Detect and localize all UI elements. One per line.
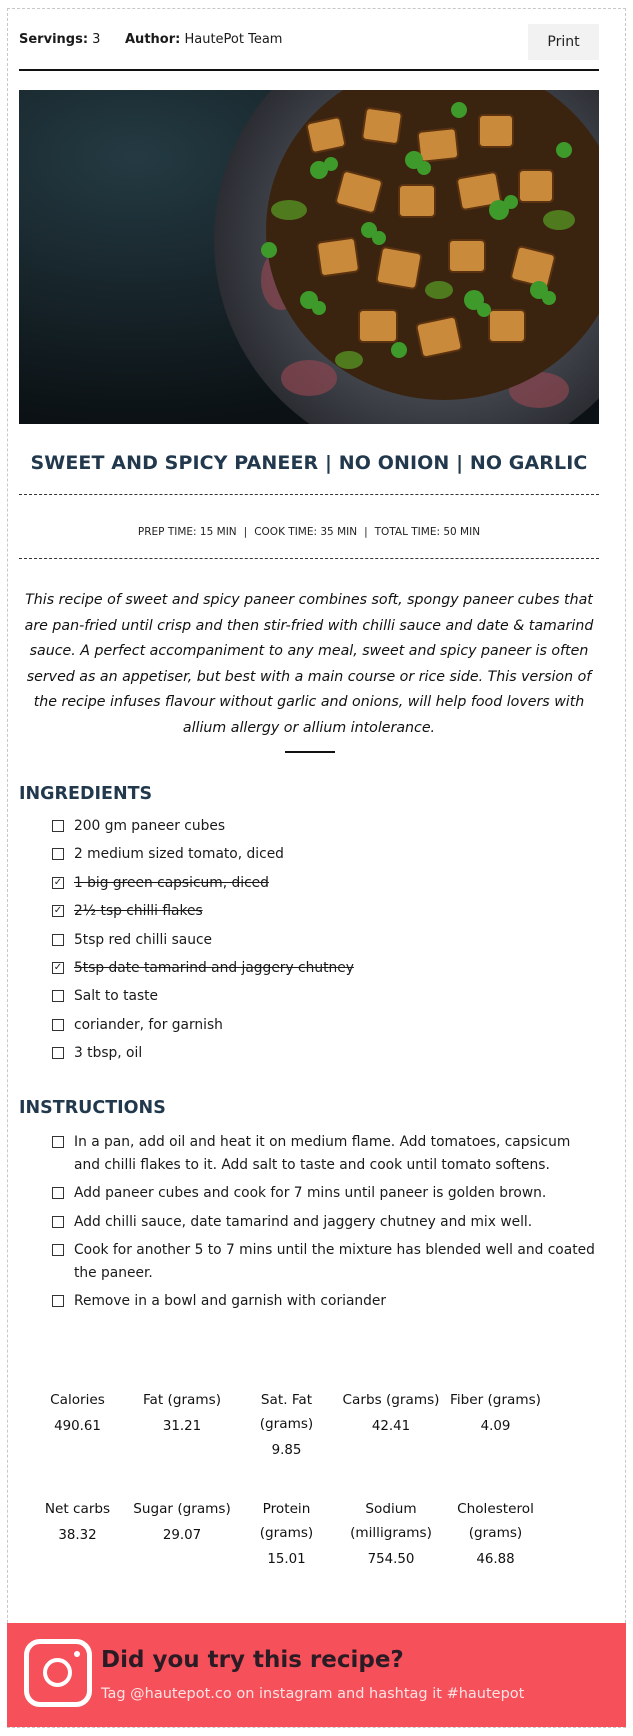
instruction-text: In a pan, add oil and heat it on medium flame. Add tomatoes, capsicum and chilli flakes to it. Add salt to taste and cook until tomato softens. xyxy=(74,1134,571,1173)
ingredient-checkbox[interactable] xyxy=(52,1019,64,1031)
ingredient-item[interactable] xyxy=(52,958,600,986)
time-separator: | xyxy=(364,526,368,538)
nutrition-item xyxy=(334,1388,449,1436)
total-time: TOTAL TIME: 50 MIN xyxy=(374,526,481,538)
nutrition-value: 42.41 xyxy=(371,1419,411,1434)
instruction-step[interactable] xyxy=(52,1211,600,1234)
prep-time: PREP TIME: 15 MIN xyxy=(137,526,237,538)
ingredient-checkbox[interactable]: ✓ xyxy=(53,961,63,973)
ingredient-checkbox[interactable] xyxy=(52,1047,64,1059)
ingredient-text: 5tsp red chilli sauce xyxy=(74,931,213,948)
ingredient-item[interactable] xyxy=(52,844,600,872)
ingredient-item[interactable] xyxy=(52,873,600,901)
header-divider xyxy=(19,69,599,71)
nutrition-value: 31.21 xyxy=(162,1419,202,1434)
recipe-times xyxy=(19,526,599,538)
servings-label: Servings: xyxy=(19,32,89,47)
ingredient-text: 1 big green capsicum, diced xyxy=(74,874,269,891)
servings xyxy=(19,32,100,47)
instruction-checkbox[interactable] xyxy=(52,1187,64,1199)
ingredient-checkbox[interactable] xyxy=(52,848,64,860)
instagram-icon[interactable] xyxy=(24,1639,92,1707)
recipe-meta-row xyxy=(19,24,599,64)
nutrition-value: 15.01 xyxy=(267,1552,306,1567)
nutrition-value: 9.85 xyxy=(271,1443,302,1458)
nutrition-item xyxy=(334,1497,449,1569)
nutrition-label: Sat. Fat (grams) xyxy=(259,1392,314,1432)
servings-value: 3 xyxy=(92,32,101,47)
ingredients-list xyxy=(52,816,600,1072)
instagram-banner xyxy=(7,1623,626,1727)
ingredient-item[interactable] xyxy=(52,1043,600,1071)
instruction-text: Remove in a bowl and garnish with coriander xyxy=(74,1293,387,1309)
nutrition-label: Protein (grams) xyxy=(259,1501,314,1541)
nutrition-value: 29.07 xyxy=(162,1528,202,1543)
author-label: Author: xyxy=(125,32,181,47)
nutrition-label: Carbs (grams) xyxy=(342,1392,440,1408)
instruction-text: Cook for another 5 to 7 mins until the mixture has blended well and coated the paneer. xyxy=(74,1242,595,1281)
ingredient-checkbox[interactable]: ✓ xyxy=(53,905,63,917)
instruction-text: Add paneer cubes and cook for 7 mins until paneer is golden brown. xyxy=(74,1185,547,1201)
ingredient-item[interactable] xyxy=(52,816,600,844)
nutrition-label: Cholesterol (grams) xyxy=(457,1501,534,1541)
nutrition-item xyxy=(20,1388,135,1436)
ingredient-item[interactable] xyxy=(52,901,600,929)
nutrition-item xyxy=(438,1388,553,1436)
recipe-title: SWEET AND SPICY PANEER | NO ONION | NO GARLIC xyxy=(30,452,588,474)
times-divider xyxy=(19,558,599,559)
cook-time: COOK TIME: 35 MIN xyxy=(254,526,358,538)
banner-title: Did you try this recipe? xyxy=(101,1647,404,1673)
ingredient-item[interactable] xyxy=(52,986,600,1014)
ingredient-text: 2 medium sized tomato, diced xyxy=(74,846,284,863)
nutrition-item xyxy=(125,1388,240,1436)
nutrition-label: Calories xyxy=(50,1392,105,1408)
nutrition-value: 46.88 xyxy=(476,1552,515,1567)
nutrition-item xyxy=(125,1497,240,1545)
title-divider xyxy=(19,494,599,495)
instagram-lens xyxy=(43,1658,72,1687)
nutrition-label: Sodium (milligrams) xyxy=(350,1501,432,1541)
ingredient-text: Salt to taste xyxy=(74,988,159,1005)
instruction-checkbox[interactable] xyxy=(52,1244,64,1256)
ingredients-heading: INGREDIENTS xyxy=(19,784,153,804)
instruction-text: Add chilli sauce, date tamarind and jaggery chutney and mix well. xyxy=(74,1213,533,1230)
nutrition-item xyxy=(20,1497,135,1545)
ingredient-checkbox[interactable] xyxy=(52,934,64,946)
ingredient-checkbox[interactable] xyxy=(52,820,64,832)
nutrition-value: 754.50 xyxy=(367,1552,415,1567)
summary-divider xyxy=(285,751,335,753)
instagram-dot xyxy=(74,1651,80,1657)
instructions-heading: INSTRUCTIONS xyxy=(19,1098,166,1118)
nutrition-value: 4.09 xyxy=(480,1419,511,1434)
ingredient-checkbox[interactable] xyxy=(52,990,64,1002)
ingredient-item[interactable] xyxy=(52,930,600,958)
recipe-summary: This recipe of sweet and spicy paneer combines soft, spongy paneer cubes that are pan-fried until crisp and then stir-fried with chilli sauce and date & tamarind sauce. A perfect accompaniment to any meal, sweet and spicy paneer is often served as an appetiser, but best with a main course or rice side. This version of the recipe infuses flavour without garlic and onions, will help food lovers with allium allergy or allium intolerance. xyxy=(24,592,594,736)
nutrition-label: Sugar (grams) xyxy=(133,1501,231,1517)
nutrition-item xyxy=(438,1497,553,1569)
recipe-photo xyxy=(19,90,599,424)
nutrition-label: Fat (grams) xyxy=(142,1392,222,1408)
instruction-step[interactable] xyxy=(52,1239,600,1284)
instruction-checkbox[interactable] xyxy=(52,1295,64,1307)
nutrition-label: Fiber (grams) xyxy=(450,1392,541,1408)
nutrition-value: 38.32 xyxy=(58,1528,97,1543)
time-separator: | xyxy=(243,526,248,538)
author xyxy=(125,32,282,47)
nutrition-item xyxy=(229,1497,344,1569)
author-value: HautePot Team xyxy=(184,32,283,47)
ingredient-text: 200 gm paneer cubes xyxy=(74,818,226,834)
ingredient-text: 2½ tsp chilli flakes xyxy=(74,903,203,920)
banner-subtitle: Tag @hautepot.co on instagram and hashtag it #hautepot xyxy=(101,1686,525,1702)
nutrition-item xyxy=(229,1388,344,1460)
ingredient-checkbox[interactable]: ✓ xyxy=(53,876,63,888)
recipe-photo-illustration xyxy=(19,90,599,424)
ingredient-text: coriander, for garnish xyxy=(74,1016,223,1033)
instruction-checkbox[interactable] xyxy=(52,1136,64,1148)
print-button[interactable]: Print xyxy=(528,24,599,60)
ingredient-text: 5tsp date tamarind and jaggery chutney xyxy=(74,959,354,976)
instruction-step[interactable] xyxy=(52,1182,600,1205)
nutrition-label: Net carbs xyxy=(44,1501,111,1517)
instruction-checkbox[interactable] xyxy=(52,1216,64,1228)
ingredient-text: 3 tbsp, oil xyxy=(74,1045,143,1062)
instructions-list xyxy=(52,1131,600,1319)
instruction-step[interactable] xyxy=(52,1131,600,1176)
instruction-step[interactable] xyxy=(52,1290,600,1313)
ingredient-item[interactable] xyxy=(52,1015,600,1043)
nutrition-value: 490.61 xyxy=(54,1419,101,1434)
